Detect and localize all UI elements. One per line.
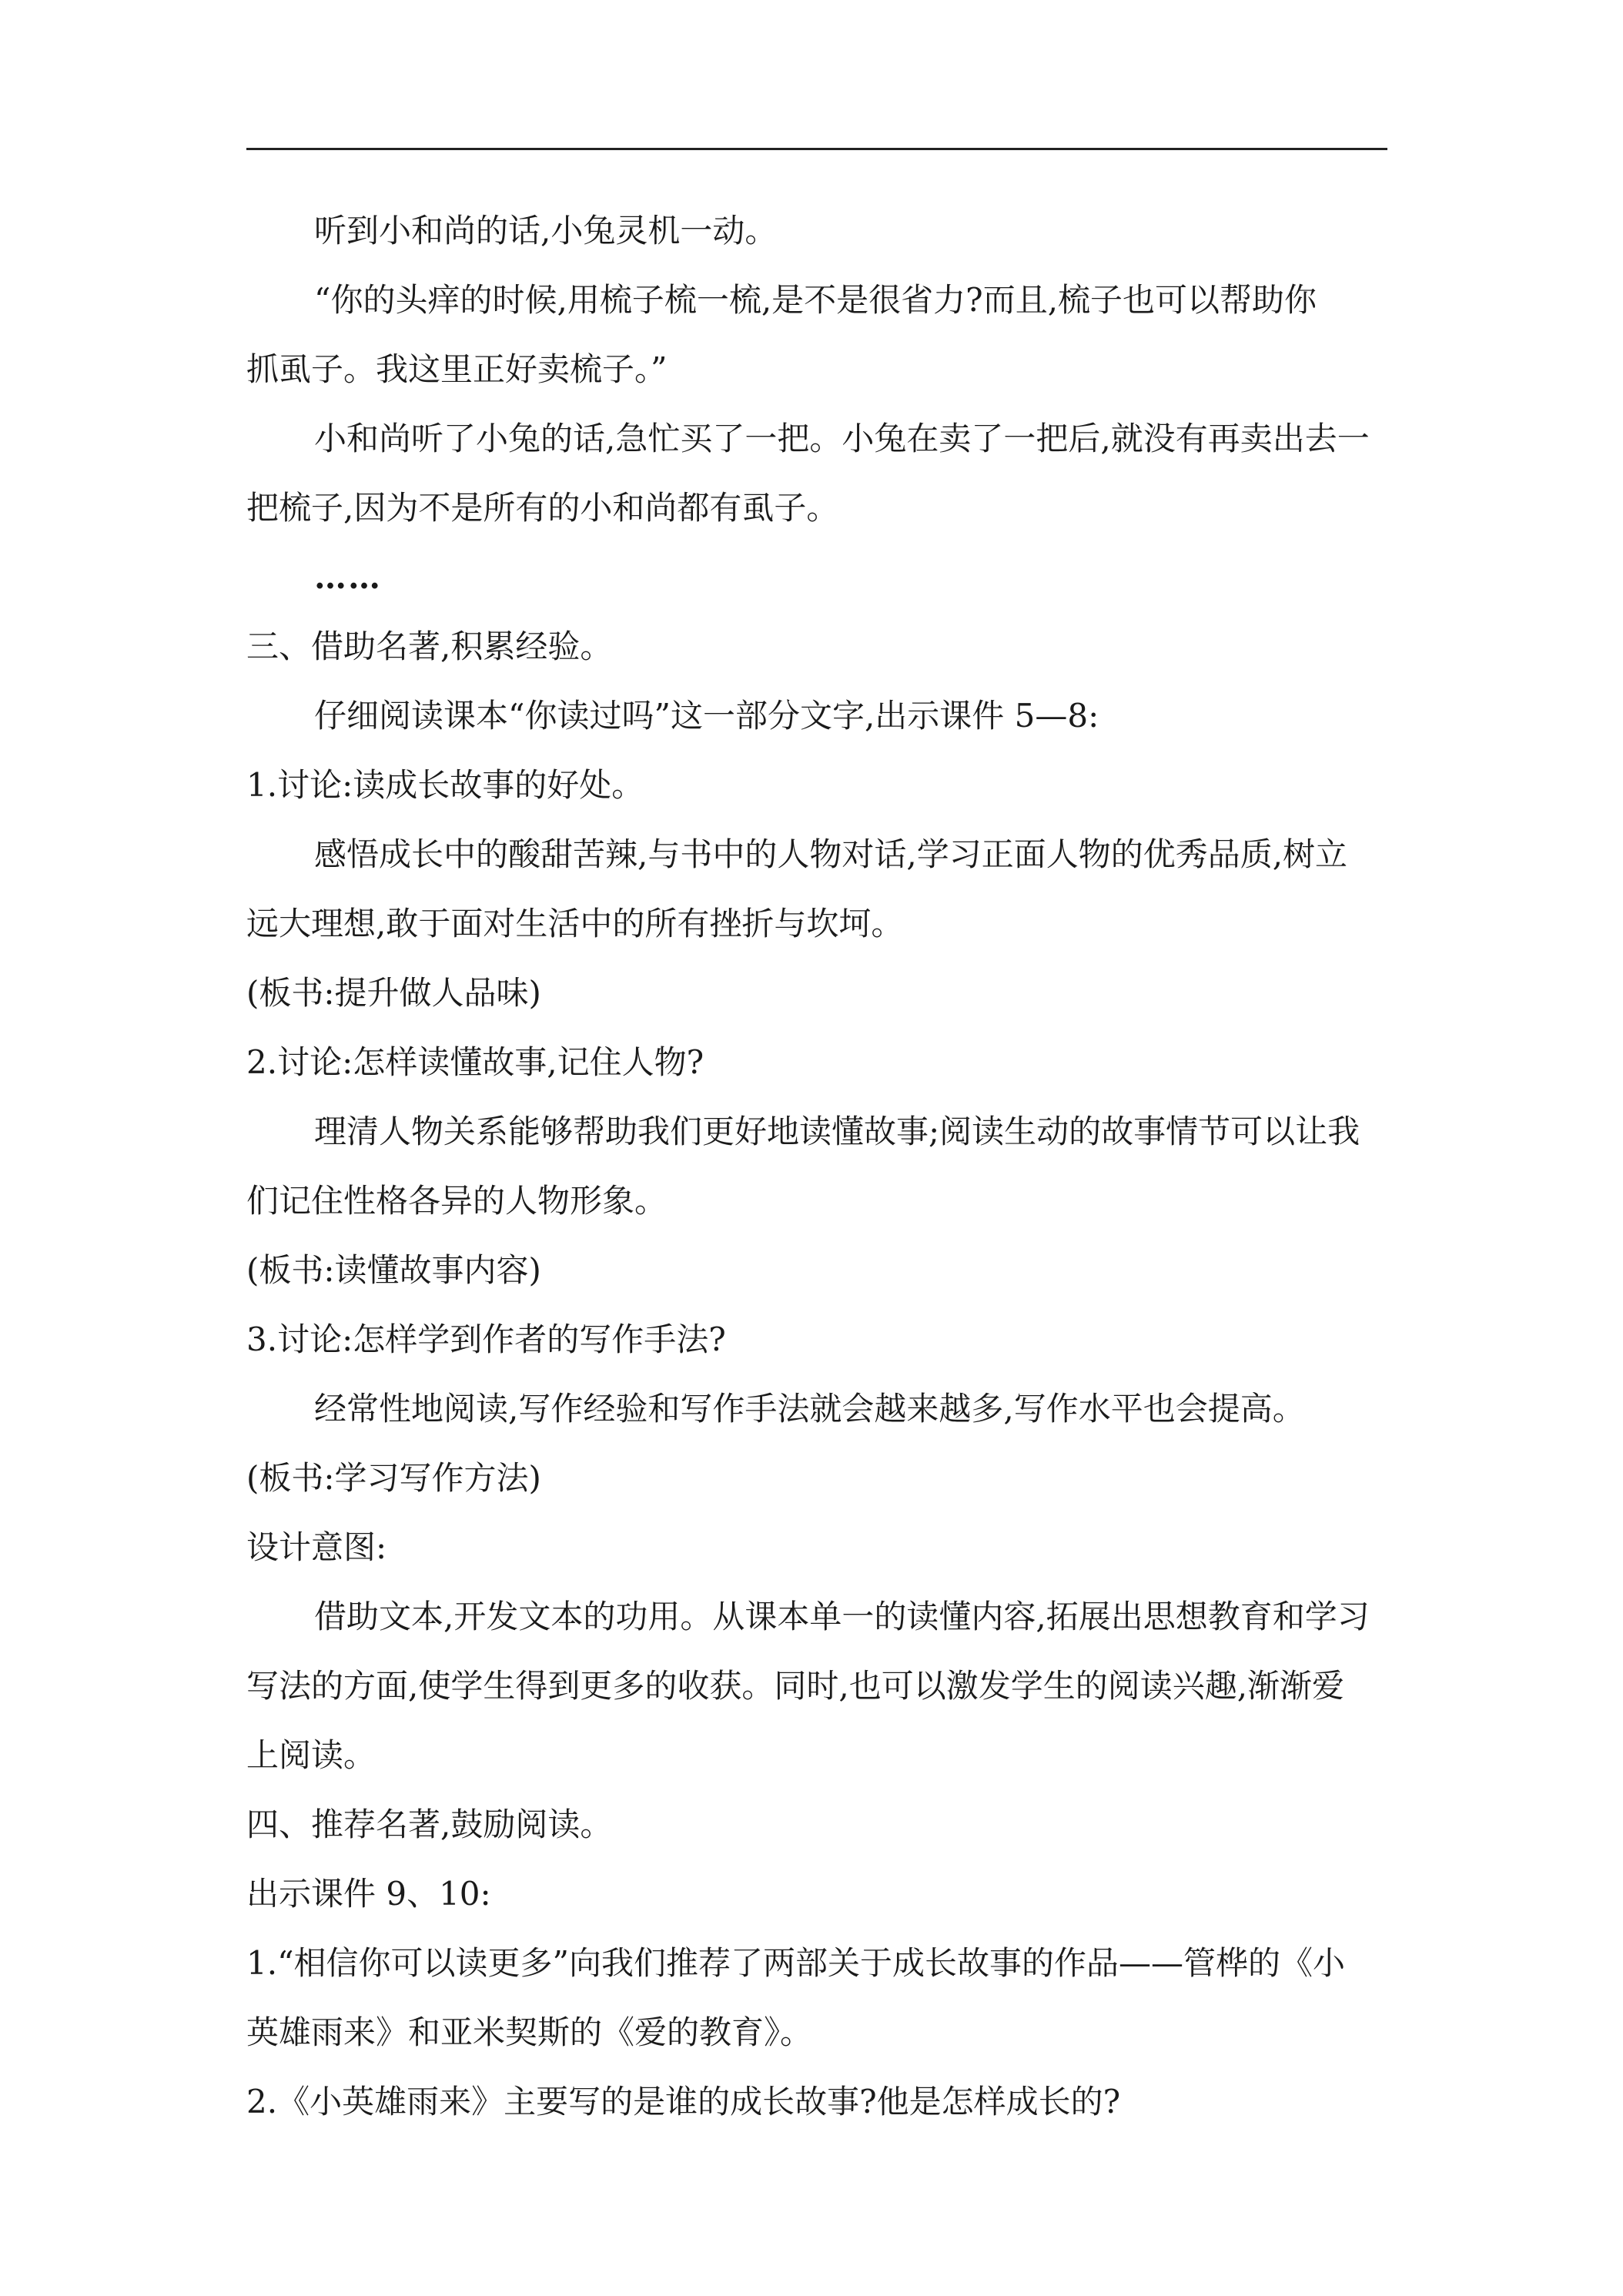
text-line: 上阅读。 xyxy=(246,1736,376,1774)
text-line: 仔细阅读课本“你读过吗”这一部分文字,出示课件 5—8: xyxy=(314,697,1099,735)
text-line: 英雄雨来》和亚米契斯的《爱的教育》。 xyxy=(246,2013,813,2051)
text-line: 1.讨论:读成长故事的好处。 xyxy=(246,766,644,804)
text-line: 四、推荐名著,鼓励阅读。 xyxy=(246,1806,613,1843)
text-line: 三、借助名著,积累经验。 xyxy=(246,628,613,665)
text-line: 远大理想,敢于面对生活中的所有挫折与坎坷。 xyxy=(246,905,904,942)
document-body xyxy=(246,196,1389,2137)
text-line: 2.讨论:怎样读懂故事,记住人物? xyxy=(246,1043,704,1081)
text-line: 借助文本,开发文本的功用。从课本单一的读懂内容,拓展出思想教育和学习 xyxy=(314,1598,1370,1635)
text-line: 小和尚听了小兔的话,急忙买了一把。小兔在卖了一把后,就没有再卖出去一 xyxy=(314,420,1370,457)
text-line: 听到小和尚的话,小兔灵机一动。 xyxy=(314,212,778,249)
text-line: 感悟成长中的酸甜苦辣,与书中的人物对话,学习正面人物的优秀品质,树立 xyxy=(314,835,1348,873)
text-line: 们记住性格各异的人物形象。 xyxy=(246,1182,668,1220)
text-line: 理清人物关系能够帮助我们更好地读懂故事;阅读生动的故事情节可以让我 xyxy=(314,1113,1360,1150)
text-line: (板书:读懂故事内容) xyxy=(246,1251,541,1289)
text-line: 1.“相信你可以读更多”向我们推荐了两部关于成长故事的作品——管桦的《小 xyxy=(246,1944,1346,1982)
text-line: 设计意图: xyxy=(246,1528,387,1566)
header-rule xyxy=(246,148,1387,150)
text-line: “你的头痒的时候,用梳子梳一梳,是不是很省力?而且,梳子也可以帮助你 xyxy=(314,281,1317,319)
text-line: (板书:提升做人品味) xyxy=(246,974,541,1012)
text-line: 经常性地阅读,写作经验和写作手法就会越来越多,写作水平也会提高。 xyxy=(314,1390,1305,1427)
text-line: …… xyxy=(314,558,382,596)
text-line: 写法的方面,使学生得到更多的收获。同时,也可以激发学生的阅读兴趣,渐渐爱 xyxy=(246,1667,1345,1705)
text-line: (板书:学习写作方法) xyxy=(246,1459,541,1497)
text-line: 抓虱子。我这里正好卖梳子。” xyxy=(246,350,668,388)
text-line: 3.讨论:怎样学到作者的写作手法? xyxy=(246,1320,726,1358)
text-line: 2.《小英雄雨来》主要写的是谁的成长故事?他是怎样成长的? xyxy=(246,2083,1121,2120)
text-line: 出示课件 9、10: xyxy=(246,1875,491,1913)
text-line: 把梳子,因为不是所有的小和尚都有虱子。 xyxy=(246,489,839,527)
